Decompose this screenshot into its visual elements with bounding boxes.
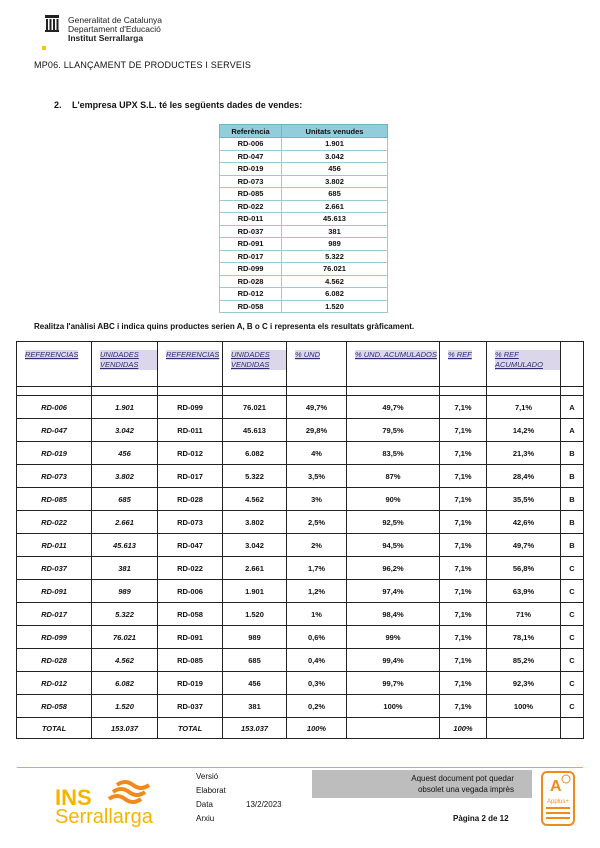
- sales-reference-cell: RD-017: [220, 250, 282, 263]
- units-sorted-cell: 381: [223, 695, 287, 718]
- ref-original-cell: RD-028: [17, 649, 92, 672]
- ref-original-cell: RD-099: [17, 626, 92, 649]
- abc-header-label: UNIDADES VENDIDAS: [100, 350, 157, 370]
- pct-units-cumulative-cell: 97,4%: [347, 580, 440, 603]
- units-sorted-cell: 3.802: [223, 511, 287, 534]
- header-pct-ref: [440, 342, 487, 387]
- sales-units-cell: 5.322: [282, 250, 388, 263]
- sales-reference-cell: RD-028: [220, 275, 282, 288]
- svg-text:A: A: [550, 778, 562, 795]
- abc-row: [17, 511, 584, 534]
- abc-row: [17, 488, 584, 511]
- total-pct-units-cumulative-cell: [347, 718, 440, 739]
- pct-units-cell: 49,7%: [287, 396, 347, 419]
- pct-ref-cell: 7,1%: [440, 695, 487, 718]
- spacer-cell: [347, 387, 440, 396]
- sales-units-cell: 2.661: [282, 200, 388, 213]
- sales-reference-cell: RD-012: [220, 288, 282, 301]
- units-original-cell: 3.802: [92, 465, 158, 488]
- units-original-cell: 3.042: [92, 419, 158, 442]
- total-ref-sorted-cell: TOTAL: [158, 718, 223, 739]
- ref-original-cell: RD-006: [17, 396, 92, 419]
- pct-units-cell: 29,8%: [287, 419, 347, 442]
- pct-ref-cumulative-cell: 92,3%: [487, 672, 561, 695]
- ref-sorted-cell: RD-011: [158, 419, 223, 442]
- sales-row: [220, 150, 388, 163]
- sales-row: [220, 263, 388, 276]
- units-sorted-cell: 2.661: [223, 557, 287, 580]
- pct-ref-cumulative-cell: 100%: [487, 695, 561, 718]
- footer-label-file: Arxiu: [196, 814, 215, 823]
- sales-units-cell: 45.613: [282, 213, 388, 226]
- sales-reference-cell: RD-006: [220, 138, 282, 151]
- sales-units-cell: 3.042: [282, 150, 388, 163]
- pct-ref-cell: 7,1%: [440, 396, 487, 419]
- class-cell: C: [561, 603, 584, 626]
- pct-ref-cell: 7,1%: [440, 511, 487, 534]
- pct-units-cell: 0,4%: [287, 649, 347, 672]
- ref-sorted-cell: RD-017: [158, 465, 223, 488]
- spacer-cell: [487, 387, 561, 396]
- sales-units-cell: 4.562: [282, 275, 388, 288]
- pct-ref-cumulative-cell: 85,2%: [487, 649, 561, 672]
- sales-reference-cell: RD-091: [220, 238, 282, 251]
- units-original-cell: 1.520: [92, 695, 158, 718]
- pct-units-cell: 0,6%: [287, 626, 347, 649]
- abc-row: [17, 419, 584, 442]
- sales-row: [220, 200, 388, 213]
- pct-units-cumulative-cell: 96,2%: [347, 557, 440, 580]
- abc-row: [17, 580, 584, 603]
- footer-label-date: Data: [196, 800, 213, 809]
- units-sorted-cell: 45.613: [223, 419, 287, 442]
- ref-sorted-cell: RD-037: [158, 695, 223, 718]
- abc-header-label: REFERENCIAS: [166, 350, 220, 359]
- ref-original-cell: RD-022: [17, 511, 92, 534]
- ref-sorted-cell: RD-058: [158, 603, 223, 626]
- class-cell: C: [561, 672, 584, 695]
- certification-logo-icon: [541, 771, 575, 826]
- spacer-cell: [223, 387, 287, 396]
- abc-header-label: % UND: [295, 350, 321, 359]
- header-pct-units: [287, 342, 347, 387]
- ref-sorted-cell: RD-085: [158, 649, 223, 672]
- sales-row: [220, 163, 388, 176]
- pct-ref-cumulative-cell: 21,3%: [487, 442, 561, 465]
- pct-units-cell: 4%: [287, 442, 347, 465]
- total-pct-ref-cumulative-cell: [487, 718, 561, 739]
- total-ref-original-cell: TOTAL: [17, 718, 92, 739]
- pct-ref-cell: 7,1%: [440, 603, 487, 626]
- pct-units-cumulative-cell: 99,7%: [347, 672, 440, 695]
- abc-row: [17, 396, 584, 419]
- sales-row: [220, 300, 388, 313]
- units-sorted-cell: 685: [223, 649, 287, 672]
- header-references-1: [17, 342, 92, 387]
- sales-units-cell: 456: [282, 163, 388, 176]
- class-cell: A: [561, 396, 584, 419]
- class-cell: C: [561, 649, 584, 672]
- pct-ref-cumulative-cell: 56,8%: [487, 557, 561, 580]
- units-original-cell: 4.562: [92, 649, 158, 672]
- obsolete-notice: [312, 770, 532, 798]
- pct-ref-cell: 7,1%: [440, 442, 487, 465]
- units-sorted-cell: 456: [223, 672, 287, 695]
- pct-ref-cumulative-cell: 63,9%: [487, 580, 561, 603]
- header-pct-units-cumulative: [347, 342, 440, 387]
- abc-row: [17, 557, 584, 580]
- header-units-2: [223, 342, 287, 387]
- spacer-cell: [158, 387, 223, 396]
- sales-units-cell: 1.520: [282, 300, 388, 313]
- spacer-row: [17, 387, 584, 396]
- pct-units-cell: 2,5%: [287, 511, 347, 534]
- sales-units-cell: 1.901: [282, 138, 388, 151]
- ref-original-cell: RD-017: [17, 603, 92, 626]
- pct-ref-cumulative-cell: 7,1%: [487, 396, 561, 419]
- header-units-1: [92, 342, 158, 387]
- sales-row: [220, 225, 388, 238]
- pct-ref-cell: 7,1%: [440, 626, 487, 649]
- pct-units-cell: 1,2%: [287, 580, 347, 603]
- sales-reference-cell: RD-085: [220, 188, 282, 201]
- class-cell: B: [561, 534, 584, 557]
- sales-reference-cell: RD-037: [220, 225, 282, 238]
- sales-reference-cell: RD-047: [220, 150, 282, 163]
- spacer-cell: [561, 387, 584, 396]
- sales-units-cell: 685: [282, 188, 388, 201]
- ref-sorted-cell: RD-012: [158, 442, 223, 465]
- pct-ref-cumulative-cell: 35,5%: [487, 488, 561, 511]
- pct-units-cumulative-cell: 99%: [347, 626, 440, 649]
- footer-divider: [17, 767, 583, 768]
- ref-sorted-cell: RD-091: [158, 626, 223, 649]
- yellow-dot-decoration: [42, 46, 46, 50]
- sales-reference-cell: RD-022: [220, 200, 282, 213]
- pct-ref-cell: 7,1%: [440, 488, 487, 511]
- ref-sorted-cell: RD-028: [158, 488, 223, 511]
- pct-ref-cumulative-cell: 42,6%: [487, 511, 561, 534]
- units-sorted-cell: 76.021: [223, 396, 287, 419]
- pct-units-cumulative-cell: 87%: [347, 465, 440, 488]
- class-cell: A: [561, 419, 584, 442]
- pct-units-cumulative-cell: 100%: [347, 695, 440, 718]
- units-sorted-cell: 1.520: [223, 603, 287, 626]
- pct-units-cumulative-cell: 90%: [347, 488, 440, 511]
- total-class-cell: [561, 718, 584, 739]
- sales-reference-cell: RD-019: [220, 163, 282, 176]
- footer-label-version: Versió: [196, 772, 219, 781]
- ref-sorted-cell: RD-099: [158, 396, 223, 419]
- sales-row: [220, 188, 388, 201]
- pct-units-cell: 3%: [287, 488, 347, 511]
- abc-analysis-table: [16, 341, 584, 739]
- total-units-sorted-cell: 153.037: [223, 718, 287, 739]
- abc-row: [17, 649, 584, 672]
- pct-ref-cumulative-cell: 78,1%: [487, 626, 561, 649]
- pct-units-cumulative-cell: 83,5%: [347, 442, 440, 465]
- sales-header-reference: Referència: [220, 125, 282, 138]
- pct-ref-cell: 7,1%: [440, 580, 487, 603]
- question-number: 2.: [54, 100, 62, 110]
- pct-units-cumulative-cell: 99,4%: [347, 649, 440, 672]
- pct-ref-cumulative-cell: 71%: [487, 603, 561, 626]
- units-original-cell: 45.613: [92, 534, 158, 557]
- abc-row: [17, 672, 584, 695]
- ref-sorted-cell: RD-047: [158, 534, 223, 557]
- pct-ref-cell: 7,1%: [440, 465, 487, 488]
- sales-units-cell: 6.082: [282, 288, 388, 301]
- units-original-cell: 989: [92, 580, 158, 603]
- abc-row: [17, 626, 584, 649]
- units-original-cell: 685: [92, 488, 158, 511]
- pct-units-cell: 0,3%: [287, 672, 347, 695]
- notice-line-2: obsolet una vegada imprès: [417, 785, 514, 794]
- units-original-cell: 381: [92, 557, 158, 580]
- cert-text: Applus+: [547, 799, 569, 805]
- notice-line-1: Aquest document pot quedar: [411, 774, 514, 783]
- abc-row: [17, 534, 584, 557]
- sales-row: [220, 175, 388, 188]
- class-cell: C: [561, 695, 584, 718]
- pct-ref-cell: 7,1%: [440, 557, 487, 580]
- pct-units-cumulative-cell: 79,5%: [347, 419, 440, 442]
- sales-row: [220, 275, 388, 288]
- units-original-cell: 1.901: [92, 396, 158, 419]
- header-references-2: [158, 342, 223, 387]
- pct-units-cumulative-cell: 94,5%: [347, 534, 440, 557]
- pct-ref-cell: 7,1%: [440, 534, 487, 557]
- header-pct-ref-cumulative: [487, 342, 561, 387]
- logo-text-ins: INS: [55, 785, 92, 810]
- ref-original-cell: RD-019: [17, 442, 92, 465]
- logo-wave-icon: [109, 782, 149, 802]
- header-class: [561, 342, 584, 387]
- sales-units-cell: 3.802: [282, 175, 388, 188]
- units-original-cell: 456: [92, 442, 158, 465]
- abc-row: [17, 695, 584, 718]
- pct-ref-cumulative-cell: 49,7%: [487, 534, 561, 557]
- sales-row: [220, 238, 388, 251]
- total-pct-ref-cell: 100%: [440, 718, 487, 739]
- ref-original-cell: RD-073: [17, 465, 92, 488]
- pct-ref-cumulative-cell: 14,2%: [487, 419, 561, 442]
- ref-original-cell: RD-011: [17, 534, 92, 557]
- generalitat-logo-icon: [45, 15, 59, 32]
- pct-units-cell: 2%: [287, 534, 347, 557]
- spacer-cell: [440, 387, 487, 396]
- units-sorted-cell: 3.042: [223, 534, 287, 557]
- footer-label-author: Elaborat: [196, 786, 226, 795]
- pct-ref-cell: 7,1%: [440, 419, 487, 442]
- ref-original-cell: RD-058: [17, 695, 92, 718]
- organization-header: [68, 16, 162, 43]
- sales-row: [220, 138, 388, 151]
- pct-units-cell: 1,7%: [287, 557, 347, 580]
- class-cell: B: [561, 465, 584, 488]
- class-cell: C: [561, 580, 584, 603]
- abc-row: [17, 442, 584, 465]
- class-cell: C: [561, 557, 584, 580]
- units-sorted-cell: 5.322: [223, 465, 287, 488]
- pct-units-cumulative-cell: 49,7%: [347, 396, 440, 419]
- sales-row: [220, 288, 388, 301]
- sales-header-units: Unitats venudes: [282, 125, 388, 138]
- total-pct-units-cell: 100%: [287, 718, 347, 739]
- ref-original-cell: RD-037: [17, 557, 92, 580]
- ins-serrallarga-logo: [55, 777, 190, 827]
- pct-ref-cell: 7,1%: [440, 649, 487, 672]
- units-sorted-cell: 989: [223, 626, 287, 649]
- sales-reference-cell: RD-058: [220, 300, 282, 313]
- units-sorted-cell: 4.562: [223, 488, 287, 511]
- sales-units-cell: 76.021: [282, 263, 388, 276]
- pct-ref-cumulative-cell: 28,4%: [487, 465, 561, 488]
- total-units-original-cell: 153.037: [92, 718, 158, 739]
- abc-row: [17, 465, 584, 488]
- spacer-cell: [17, 387, 92, 396]
- pct-units-cell: 0,2%: [287, 695, 347, 718]
- ref-sorted-cell: RD-006: [158, 580, 223, 603]
- units-sorted-cell: 1.901: [223, 580, 287, 603]
- instruction-text: Realitza l'anàlisi ABC i indica quins productes serien A, B o C i representa els resultats gràficament.: [34, 322, 415, 331]
- sales-reference-cell: RD-073: [220, 175, 282, 188]
- class-cell: B: [561, 511, 584, 534]
- footer-date-value: 13/2/2023: [246, 800, 282, 809]
- pct-ref-cell: 7,1%: [440, 672, 487, 695]
- class-cell: B: [561, 488, 584, 511]
- sales-row: [220, 250, 388, 263]
- units-original-cell: 6.082: [92, 672, 158, 695]
- spacer-cell: [287, 387, 347, 396]
- org-line-2: Departament d'Educació: [68, 24, 161, 34]
- abc-row: [17, 603, 584, 626]
- units-original-cell: 76.021: [92, 626, 158, 649]
- ref-sorted-cell: RD-073: [158, 511, 223, 534]
- pct-units-cell: 3,5%: [287, 465, 347, 488]
- abc-header-label: % UND. ACUMULADOS: [355, 350, 437, 359]
- abc-header-label: % REF ACUMULADO: [495, 350, 560, 370]
- ref-original-cell: RD-012: [17, 672, 92, 695]
- class-cell: C: [561, 626, 584, 649]
- page-number: Pàgina 2 de 12: [453, 814, 509, 823]
- pct-units-cumulative-cell: 92,5%: [347, 511, 440, 534]
- ref-original-cell: RD-085: [17, 488, 92, 511]
- units-original-cell: 5.322: [92, 603, 158, 626]
- class-cell: B: [561, 442, 584, 465]
- ref-original-cell: RD-091: [17, 580, 92, 603]
- units-sorted-cell: 6.082: [223, 442, 287, 465]
- abc-header-label: % REF: [448, 350, 472, 359]
- abc-header-label: REFERENCIAS: [25, 350, 79, 359]
- sales-reference-cell: RD-099: [220, 263, 282, 276]
- ref-sorted-cell: RD-019: [158, 672, 223, 695]
- logo-text-serrallarga: Serrallarga: [55, 806, 153, 827]
- sales-data-table: [219, 124, 388, 313]
- total-row: [17, 718, 584, 739]
- question-text: L'empresa UPX S.L. té les següents dades de vendes:: [72, 100, 303, 110]
- org-line-1: Generalitat de Catalunya: [68, 15, 163, 25]
- pct-units-cell: 1%: [287, 603, 347, 626]
- sales-row: [220, 213, 388, 226]
- abc-header-label: UNIDADES VENDIDAS: [231, 350, 286, 370]
- ref-original-cell: RD-047: [17, 419, 92, 442]
- sales-reference-cell: RD-011: [220, 213, 282, 226]
- pct-units-cumulative-cell: 98,4%: [347, 603, 440, 626]
- units-original-cell: 2.661: [92, 511, 158, 534]
- ref-sorted-cell: RD-022: [158, 557, 223, 580]
- sales-units-cell: 381: [282, 225, 388, 238]
- org-line-3: Institut Serrallarga: [68, 33, 144, 43]
- spacer-cell: [92, 387, 158, 396]
- module-title: MP06. LLANÇAMENT DE PRODUCTES I SERVEIS: [34, 60, 252, 70]
- sales-units-cell: 989: [282, 238, 388, 251]
